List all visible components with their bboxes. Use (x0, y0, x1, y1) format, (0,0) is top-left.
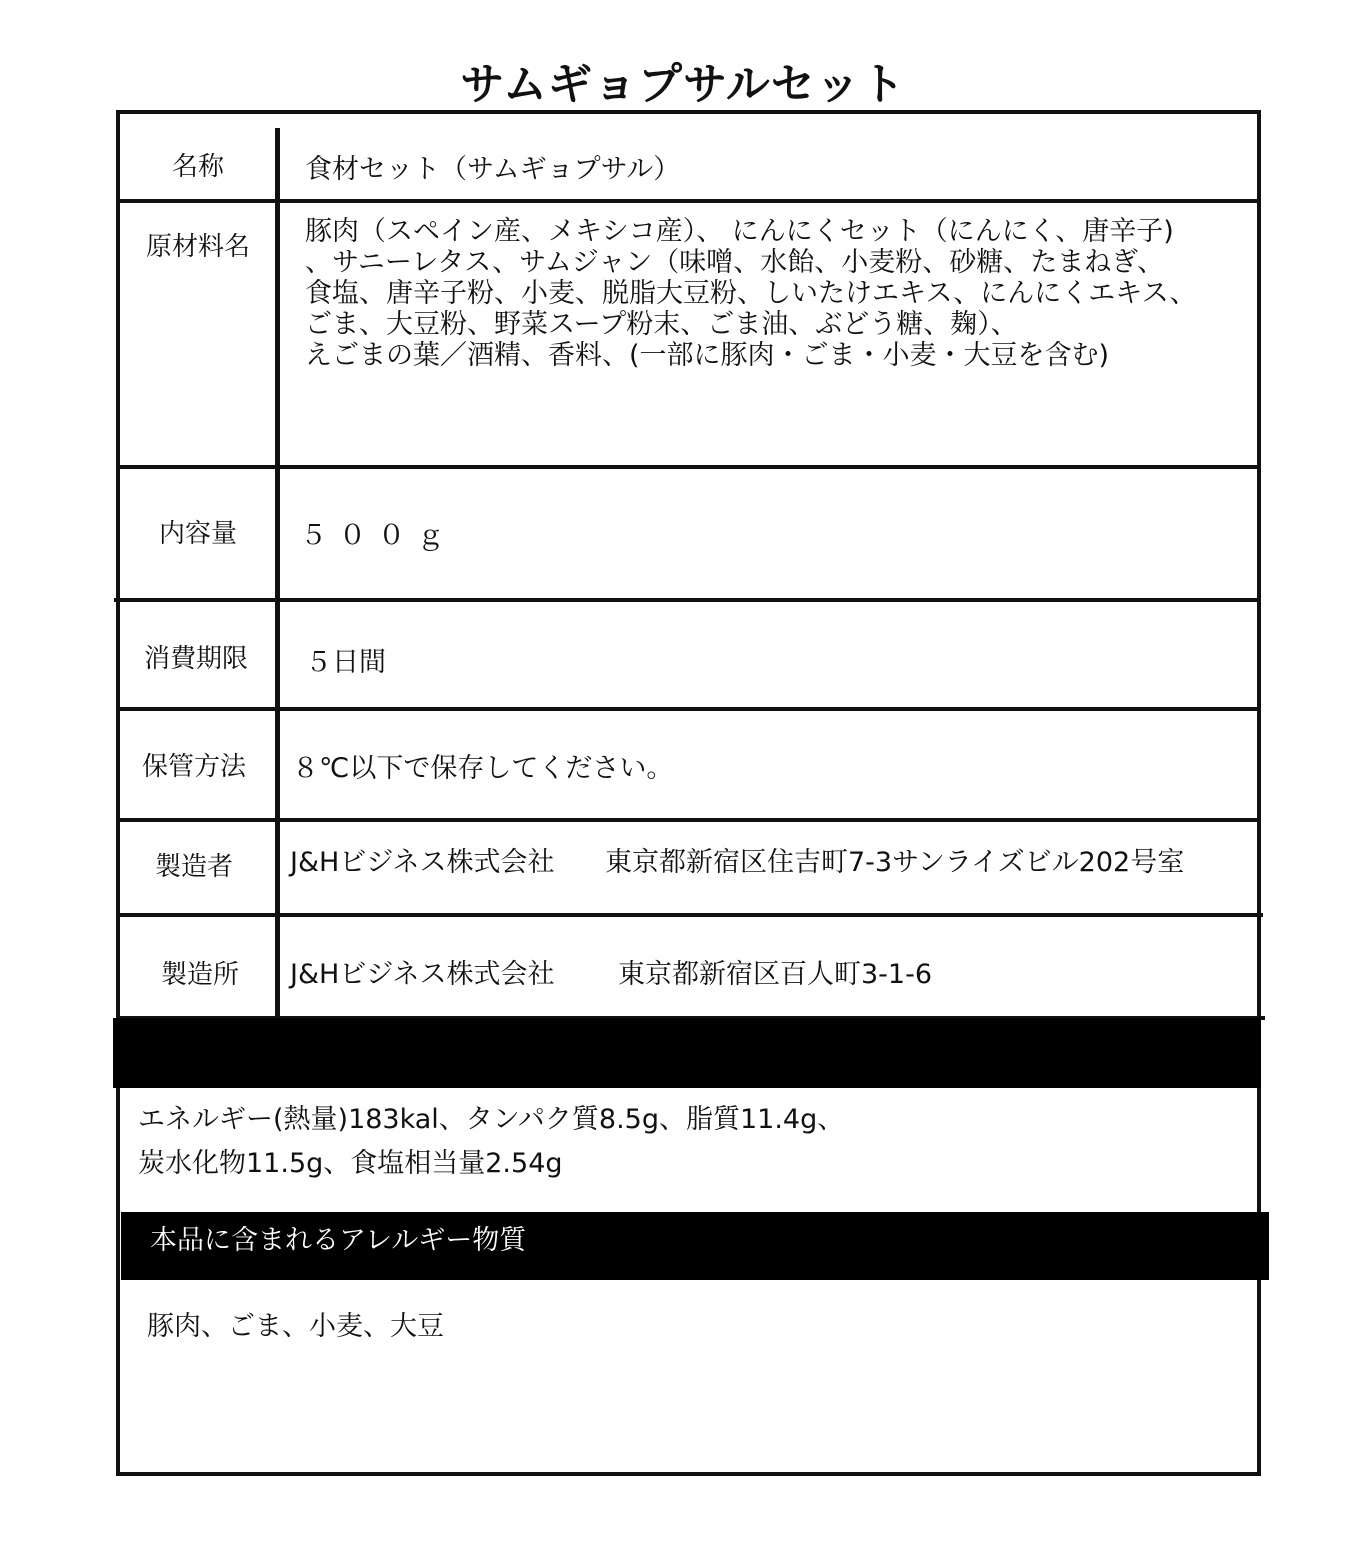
factory-label: 製造所 (160, 960, 239, 990)
manufacturer-label: 製造者 (154, 852, 233, 882)
ingredients-line: 、サニーレタス、サムジャン（味噌、水飴、小麦粉、砂糖、たまねぎ、 (305, 247, 1165, 278)
page-title: サムギョプサルセット (460, 59, 906, 110)
expiry-value: ５日間 (305, 647, 386, 678)
ingredients-line: 食塩、唐辛子粉、小麦、脱脂大豆粉、しいたけエキス、にんにくエキス、 (305, 278, 1197, 309)
amount-value: ５００ｇ (300, 520, 456, 551)
nutrition-line: 炭水化物11.5g、食塩相当量2.54g (138, 1148, 563, 1179)
ingredients-line: ごま、大豆粉、野菜スープ粉末、ごま油、ぶどう糖、麹）、 (305, 309, 1018, 340)
storage-label: 保管方法 (141, 752, 246, 782)
manufacturer-company: J&Hビジネス株式会社 (290, 847, 555, 878)
row-divider (116, 199, 1257, 203)
factory-address: 東京都新宿区百人町3-1-6 (618, 959, 933, 990)
expiry-label: 消費期限 (143, 644, 248, 674)
name-label: 名称 (171, 152, 224, 182)
row-divider (116, 465, 1257, 469)
factory-company: J&Hビジネス株式会社 (290, 959, 555, 990)
manufacturer-address: 東京都新宿区住吉町7-3サンライズビル202号室 (605, 847, 1185, 878)
row-divider (114, 598, 1257, 602)
nutrition-header-bar (113, 1018, 1261, 1088)
amount-label: 内容量 (158, 519, 237, 549)
ingredients-line: 豚肉（スペイン産、メキシコ産）、 にんにくセット（にんにく、唐辛子) (305, 216, 1174, 247)
nutrition-line: エネルギー(熱量)183kal、タンパク質8.5g、脂質11.4g、 (138, 1104, 845, 1135)
nutrition-facts (138, 1098, 844, 1186)
ingredients-label: 原材料名 (145, 232, 250, 262)
name-value: 食材セット（サムギョプサル） (305, 154, 681, 185)
row-divider (116, 707, 1257, 711)
allergen-list: 豚肉、ごま、小麦、大豆 (147, 1311, 444, 1342)
row-divider (116, 818, 1261, 822)
ingredients-line: えごまの葉／酒精、香料、(一部に豚肉・ごま・小麦・大豆を含む) (305, 340, 1110, 371)
storage-value: ８℃以下で保存してください。 (292, 753, 674, 784)
ingredients-value (305, 216, 1257, 371)
row-divider (116, 913, 1263, 917)
allergen-title: 本品に含まれるアレルギー物質 (150, 1225, 527, 1256)
